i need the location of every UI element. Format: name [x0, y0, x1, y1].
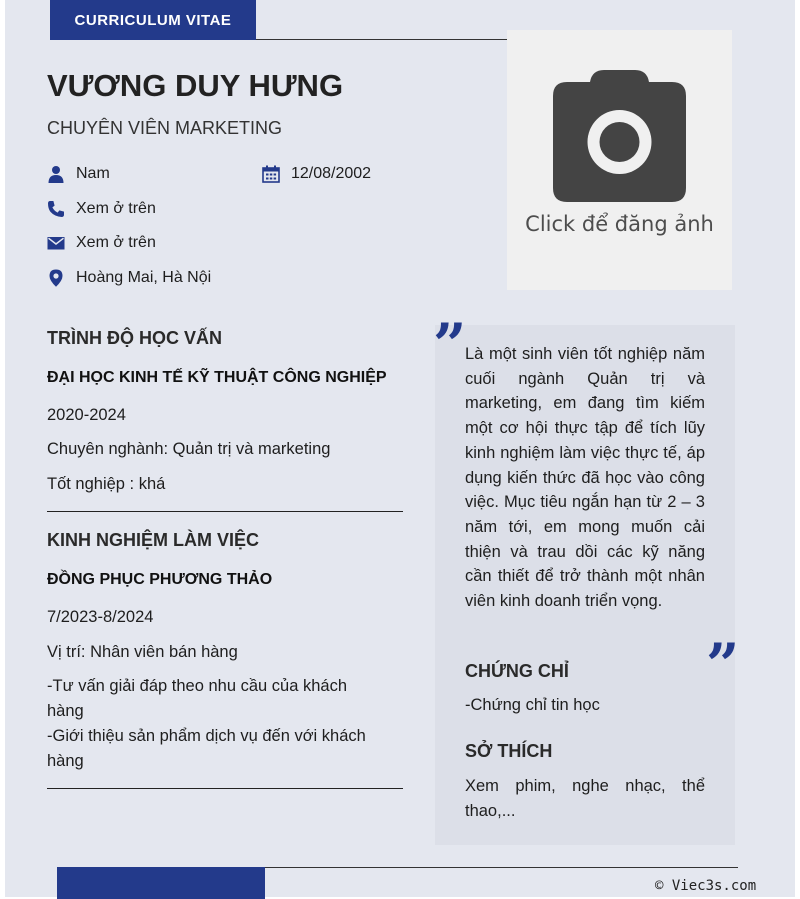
job-title: CHUYÊN VIÊN MARKETING [47, 118, 283, 138]
email-value: Xem ở trên [76, 234, 156, 251]
header-divider [256, 39, 510, 40]
photo-upload-label: Click để đăng ảnh [525, 212, 714, 236]
birthdate-value: 12/08/2002 [291, 165, 372, 182]
open-quote-icon: ” [433, 311, 467, 379]
camera-icon [552, 68, 687, 203]
education-heading: TRÌNH ĐỘ HỌC VẤN [47, 328, 222, 348]
footer-divider [265, 867, 738, 868]
hobbies-heading: SỞ THÍCH [465, 741, 553, 761]
certificate-item: -Chứng chỉ tin học [465, 696, 600, 714]
photo-upload[interactable] [507, 30, 732, 290]
education-grade: Tốt nghiệp : khá [47, 475, 166, 493]
candidate-name: VƯƠNG DUY HƯNG [47, 68, 344, 103]
education-major: Chuyên nghành: Quản trị và marketing [47, 440, 331, 458]
calendar-icon [262, 165, 280, 183]
envelope-icon [47, 234, 65, 252]
education-period: 2020-2024 [47, 406, 126, 424]
career-objective: Là một sinh viên tốt nghiệp năm cuối ngành Quản trị và marketing, em đang tìm kiếm một cơ hội thực tập để tích lũy kinh nghiệm làm việc thực tế, áp dụng kiến thức đã học vào công việc. Mục tiêu ngắn hạn từ 2 – 3 năm tới, em mong muốn cải thiện và trau dồi các kỹ năng cần thiết để trở thành một nhân viên kinh doanh triển vọng. [465, 345, 705, 611]
phone-icon [47, 200, 65, 218]
address-value: Hoàng Mai, Hà Nội [76, 269, 212, 286]
experience-position: Vị trí: Nhân viên bán hàng [47, 643, 238, 661]
footer-accent-bar [57, 867, 265, 899]
experience-duty: -Giới thiệu sản phẩm dịch vụ đến với khách hàng [47, 727, 366, 770]
close-quote-icon: ” [706, 631, 740, 699]
person-icon [47, 165, 65, 183]
gender-row [47, 165, 110, 183]
school-name: ĐẠI HỌC KINH TẾ KỸ THUẬT CÔNG NGHIỆP [47, 369, 387, 386]
hobbies-text: Xem phim, nghe nhạc, thể thao,... [465, 777, 705, 820]
copyright-text[interactable]: © Viec3s.com [655, 878, 757, 894]
email-row [47, 234, 156, 252]
phone-value: Xem ở trên [76, 200, 156, 217]
location-pin-icon [47, 269, 65, 287]
company-name: ĐỒNG PHỤC PHƯƠNG THẢO [47, 571, 273, 588]
phone-row [47, 200, 156, 218]
cv-header-tab: CURRICULUM VITAE [50, 0, 256, 40]
experience-duty: -Tư vấn giải đáp theo nhu cầu của khách hàng [47, 677, 347, 720]
address-row [47, 269, 211, 287]
section-divider [47, 788, 403, 789]
experience-period: 7/2023-8/2024 [47, 608, 154, 626]
certificates-heading: CHỨNG CHỈ [465, 661, 569, 681]
gender-value: Nam [76, 165, 110, 182]
experience-heading: KINH NGHIỆM LÀM VIỆC [47, 530, 260, 550]
section-divider [47, 511, 403, 512]
birthdate-row [262, 165, 371, 183]
